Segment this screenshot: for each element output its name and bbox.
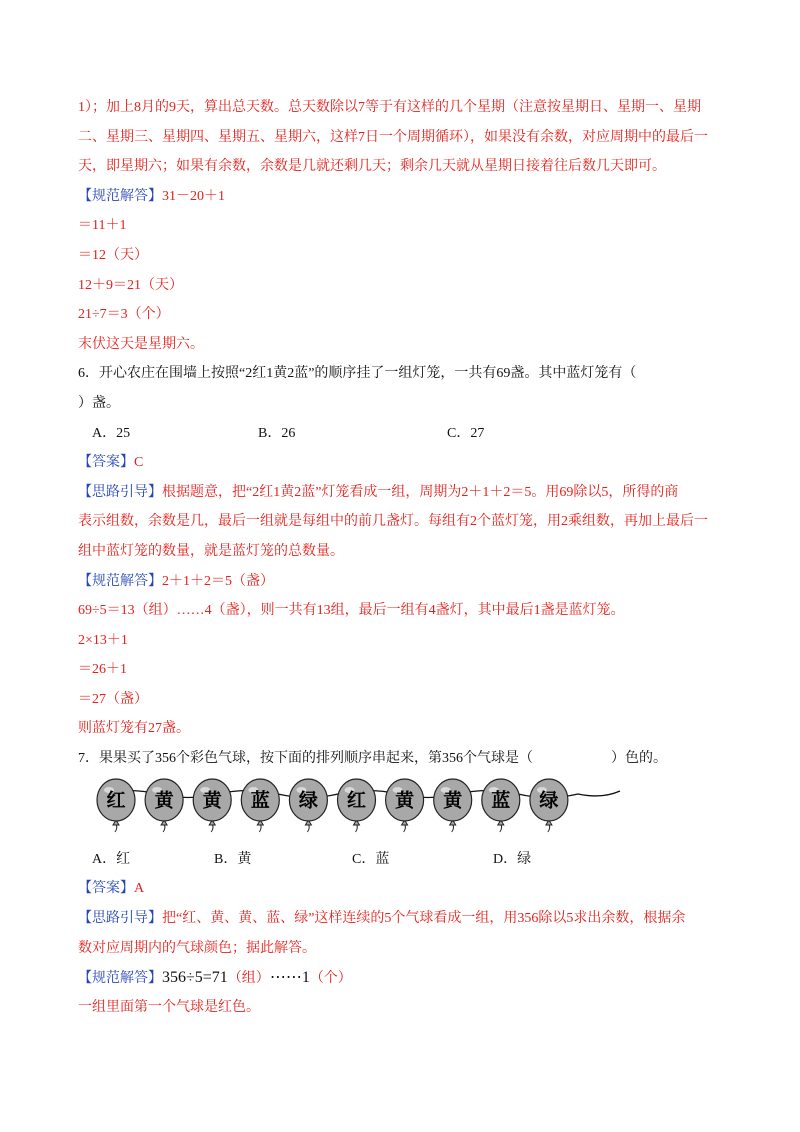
answer-label: 【答案】 (78, 455, 134, 471)
q7-stem-before: 7．果果买了356个彩色气球，按下面的排列顺序串起来，第356个气球是（ (78, 751, 533, 767)
solution-step: 12＋9＝21（天） (78, 277, 183, 293)
solution-step: ＝26＋1 (78, 662, 127, 678)
prev-solution-line (78, 182, 748, 212)
q6-hint-line (78, 478, 748, 508)
q7-hint-line: 数对应周期内的气球颜色；据此解答。 (78, 940, 316, 956)
q7-stem-line (78, 744, 748, 774)
hint-text: 把“红、黄、黄、蓝、绿”这样连续的5个气球看成一组，用356除以5求出余数，根据余 (162, 911, 686, 927)
q6-answer: C (134, 455, 144, 471)
balloon-label: 蓝 (250, 790, 270, 812)
q6-option-c: C．27 (447, 425, 485, 441)
balloon-label: 黄 (202, 790, 222, 812)
q7-answer: A (134, 881, 145, 897)
solution-unit: （个） (309, 971, 352, 987)
q7-solution-line (78, 963, 748, 993)
balloon (289, 779, 327, 832)
q6-option-a: A．25 (92, 425, 131, 441)
solution-step: 2＋1＋2＝5（盏） (162, 573, 274, 589)
solution-label: 【规范解答】 (78, 971, 162, 987)
solution-equation-part: ⋯⋯1 (269, 969, 310, 987)
q6-stem-line: ）盏。 (78, 395, 120, 411)
solution-step: 31－20＋1 (162, 188, 225, 204)
q6-solution-line (78, 567, 748, 597)
q7-option-a: A．红 (92, 851, 131, 867)
balloon-figure (78, 774, 748, 845)
q7-options (78, 845, 748, 875)
balloon-label: 蓝 (491, 790, 511, 812)
balloon (530, 779, 568, 832)
solution-equation-part: 356÷5=71 (162, 969, 228, 987)
q7-hint-line (78, 904, 748, 934)
balloon (338, 779, 376, 832)
balloon (434, 779, 472, 832)
hint-label: 【思路引导】 (78, 484, 162, 500)
q7-option-d: D．绿 (493, 851, 532, 867)
prev-hint-line: 1）；加上8月的9天，算出总天数。总天数除以7等于有这样的几个星期（注意按星期日、星期一、星期 (78, 100, 701, 115)
balloon (482, 779, 520, 832)
q6-stem-line: 6．开心农庄在围墙上按照“2红1黄2蓝”的顺序挂了一组灯笼，一共有69盏。其中蓝灯笼有（ (78, 366, 637, 382)
balloon-label: 黄 (395, 790, 415, 812)
balloon (193, 779, 231, 832)
q7-option-b: B．黄 (214, 851, 252, 867)
solution-step: ＝27（盏） (78, 691, 148, 707)
hint-text: 根据题意，把“2红1黄2蓝”灯笼看成一组，周期为2＋1＋2＝5。用69除以5，所得的商 (162, 484, 679, 500)
balloon-label: 黄 (154, 790, 174, 812)
solution-conclusion: 一组里面第一个气球是红色。 (78, 999, 260, 1015)
solution-step: ＝12（天） (78, 247, 148, 263)
prev-hint-line: 二、星期三、星期四、星期五、星期六，这样7日一个周期循环），如果没有余数，对应周期中的最后一 (78, 129, 708, 145)
q6-answer-line (78, 448, 748, 478)
balloon-row (90, 774, 650, 845)
prev-hint-line: 天，即星期六；如果有余数，余数是几就还剩几天；剩余几天就从星期日接着往后数几天即可。 (78, 159, 666, 175)
solution-label: 【规范解答】 (78, 573, 162, 589)
balloon (386, 779, 424, 832)
balloon (241, 779, 279, 832)
solution-conclusion: 末伏这天是星期六。 (78, 336, 204, 352)
q6-hint-line: 表示组数，余数是几，最后一组就是每组中的前几盏灯。每组有2个蓝灯笼，用2乘组数，再加上最后一 (78, 514, 708, 530)
balloon (97, 779, 135, 832)
solution-step: ＝11＋1 (78, 218, 127, 234)
solution-step: 2×13＋1 (78, 632, 128, 648)
solution-label: 【规范解答】 (78, 188, 162, 204)
solution-conclusion: 则蓝灯笼有27盏。 (78, 721, 190, 737)
hint-label: 【思路引导】 (78, 911, 162, 927)
answer-label: 【答案】 (78, 881, 134, 897)
balloon-label: 红 (106, 790, 126, 812)
solution-step: 21÷7＝3（个） (78, 307, 170, 323)
balloon (145, 779, 183, 832)
balloon-label: 绿 (298, 790, 318, 812)
balloon-label: 黄 (443, 790, 463, 812)
q6-option-b: B．26 (258, 425, 296, 441)
balloon-label: 红 (346, 790, 367, 812)
q7-stem-after: ）色的。 (611, 751, 667, 767)
q6-options (78, 419, 748, 449)
q7-answer-line (78, 874, 748, 904)
q6-hint-line: 组中蓝灯笼的数量，就是蓝灯笼的总数量。 (78, 543, 344, 559)
solution-step: 69÷5＝13（组）……4（盏），则一共有13组，最后一组有4盏灯，其中最后1盏是蓝灯笼。 (78, 603, 625, 619)
balloon-label: 绿 (539, 790, 559, 812)
solution-unit: （组） (227, 971, 270, 987)
worksheet-content (78, 93, 748, 1022)
q7-option-c: C．蓝 (352, 851, 390, 867)
